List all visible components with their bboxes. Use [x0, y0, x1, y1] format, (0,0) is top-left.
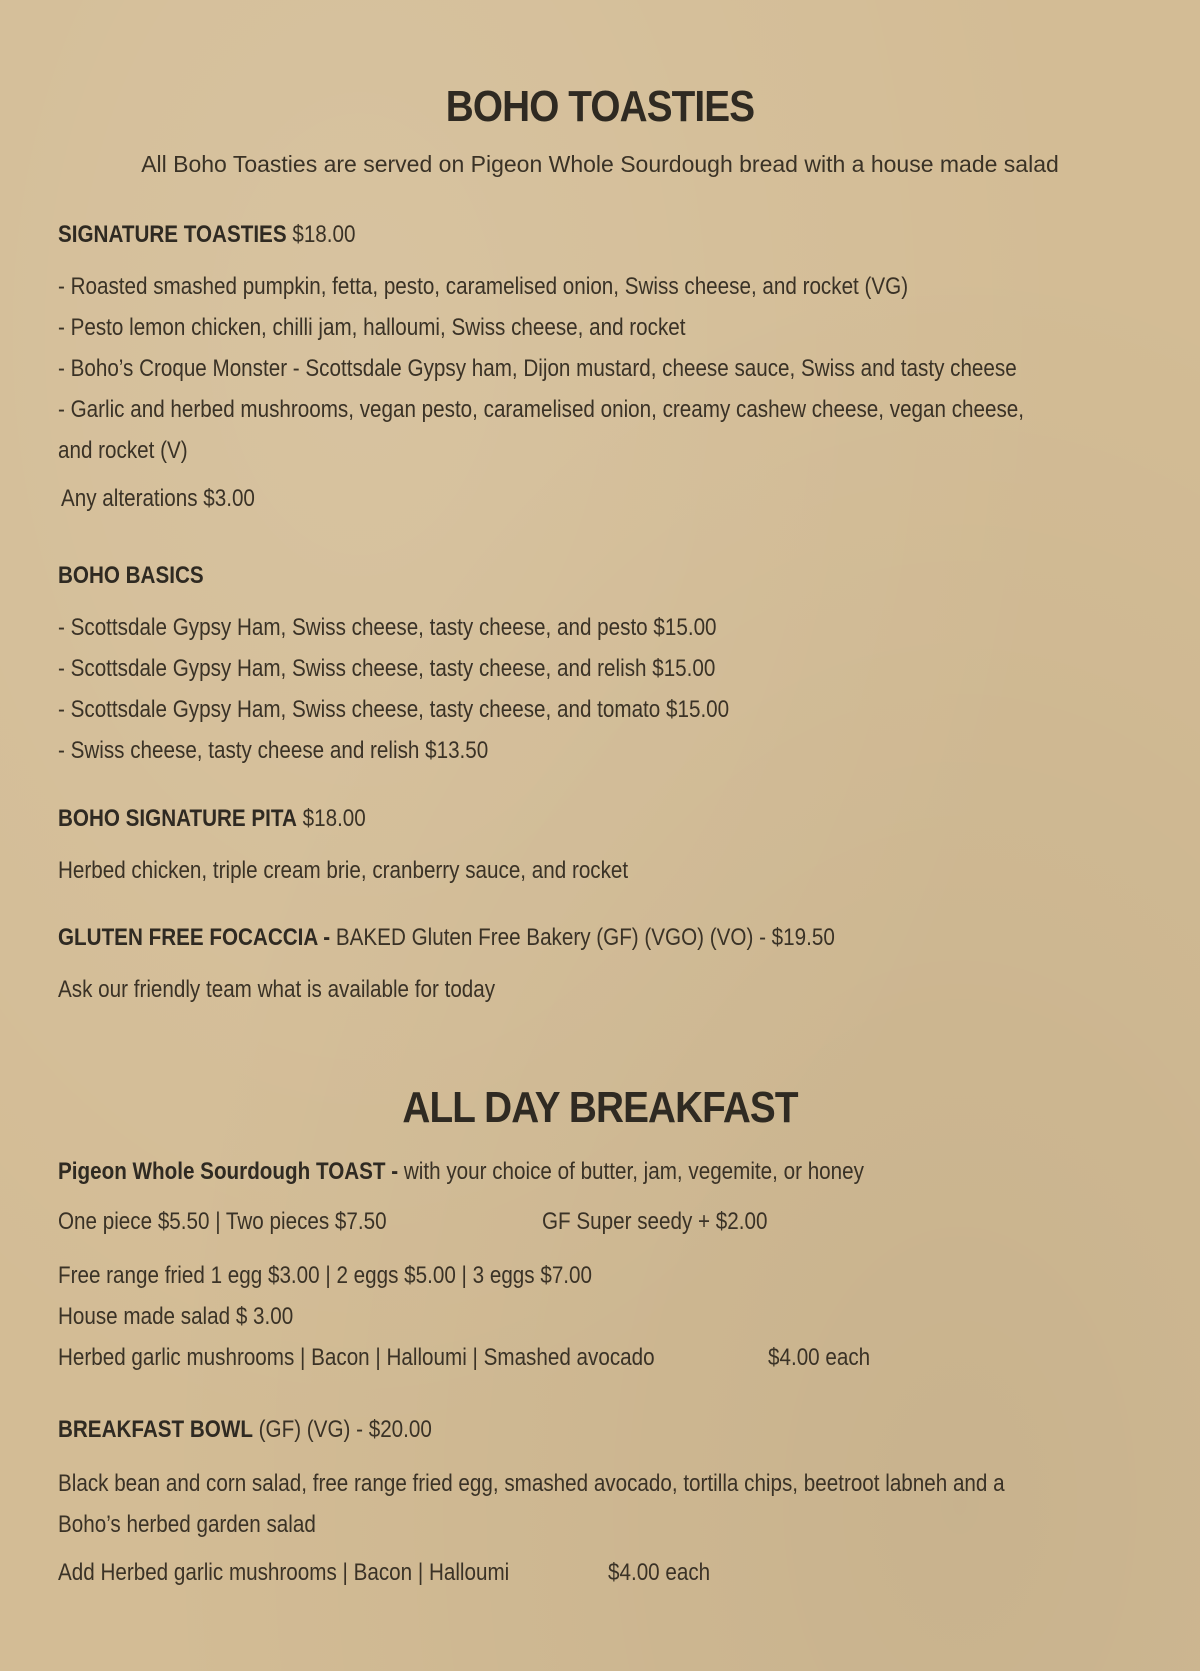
focaccia-details: BAKED Gluten Free Bakery (GF) (VGO) (VO) - $19.50	[335, 924, 835, 951]
basics-item: - Scottsdale Gypsy Ham, Swiss cheese, tasty cheese, and pesto $15.00	[58, 614, 717, 641]
signature-item: - Pesto lemon chicken, chilli jam, halloumi, Swiss cheese, and rocket	[58, 314, 686, 341]
salad-line: House made salad $ 3.00	[58, 1303, 294, 1330]
toast-gf-option: GF Super seedy + $2.00	[542, 1208, 768, 1235]
toast-heading: Pigeon Whole Sourdough TOAST -	[58, 1158, 399, 1185]
pita-header	[58, 805, 366, 833]
breakfast-bowl-addon: Add Herbed garlic mushrooms | Bacon | Halloumi	[58, 1559, 510, 1586]
breakfast-bowl-details: (GF) (VG) - $20.00	[258, 1416, 432, 1443]
toast-details: with your choice of butter, jam, vegemite, or honey	[403, 1158, 864, 1185]
toast-pieces: One piece $5.50 | Two pieces $7.50	[58, 1208, 387, 1235]
breakfast-bowl-heading: BREAKFAST BOWL	[58, 1416, 253, 1443]
signature-toasties-heading: SIGNATURE TOASTIES	[58, 221, 287, 248]
all-day-breakfast-title: ALL DAY BREAKFAST	[402, 1083, 798, 1132]
signature-item: - Roasted smashed pumpkin, fetta, pesto, caramelised onion, Swiss cheese, and rocket (VG)	[58, 273, 909, 300]
breakfast-bowl-header	[58, 1416, 432, 1444]
boho-toasties-subtitle: All Boho Toasties are served on Pigeon Whole Sourdough bread with a house made salad	[141, 151, 1059, 177]
focaccia-header	[58, 924, 835, 952]
breakfast-bowl-description: Black bean and corn salad, free range fried egg, smashed avocado, tortilla chips, beetroot labneh and a	[58, 1470, 1005, 1497]
focaccia-heading: GLUTEN FREE FOCACCIA -	[58, 924, 331, 951]
basics-item: - Scottsdale Gypsy Ham, Swiss cheese, tasty cheese, and tomato $15.00	[58, 696, 730, 723]
toast-header	[58, 1158, 864, 1186]
pita-price: $18.00	[302, 805, 366, 832]
basics-item: - Swiss cheese, tasty cheese and relish $13.50	[58, 737, 489, 764]
pita-description: Herbed chicken, triple cream brie, cranberry sauce, and rocket	[58, 857, 629, 884]
boho-basics-heading: BOHO BASICS	[58, 562, 204, 589]
signature-item: - Garlic and herbed mushrooms, vegan pesto, caramelised onion, creamy cashew cheese, vegan cheese,	[58, 396, 1025, 423]
pita-heading: BOHO SIGNATURE PITA	[58, 805, 297, 832]
signature-toasties-header	[58, 221, 355, 249]
signature-item: and rocket (V)	[58, 437, 188, 464]
signature-toasties-price: $18.00	[292, 221, 356, 248]
breakfast-bowl-addon-price: $4.00 each	[608, 1559, 711, 1586]
boho-toasties-title: BOHO TOASTIES	[445, 82, 755, 131]
extras-price: $4.00 each	[768, 1344, 871, 1371]
signature-item: - Boho’s Croque Monster - Scottsdale Gypsy ham, Dijon mustard, cheese sauce, Swiss and tasty cheese	[58, 355, 1017, 382]
extras-line: Herbed garlic mushrooms | Bacon | Halloumi | Smashed avocado	[58, 1344, 655, 1371]
basics-item: - Scottsdale Gypsy Ham, Swiss cheese, tasty cheese, and relish $15.00	[58, 655, 716, 682]
eggs-line: Free range fried 1 egg $3.00 | 2 eggs $5.00 | 3 eggs $7.00	[58, 1262, 592, 1289]
breakfast-bowl-description: Boho’s herbed garden salad	[58, 1511, 316, 1538]
focaccia-description: Ask our friendly team what is available for today	[58, 976, 496, 1003]
alterations-note: Any alterations $3.00	[61, 485, 255, 512]
